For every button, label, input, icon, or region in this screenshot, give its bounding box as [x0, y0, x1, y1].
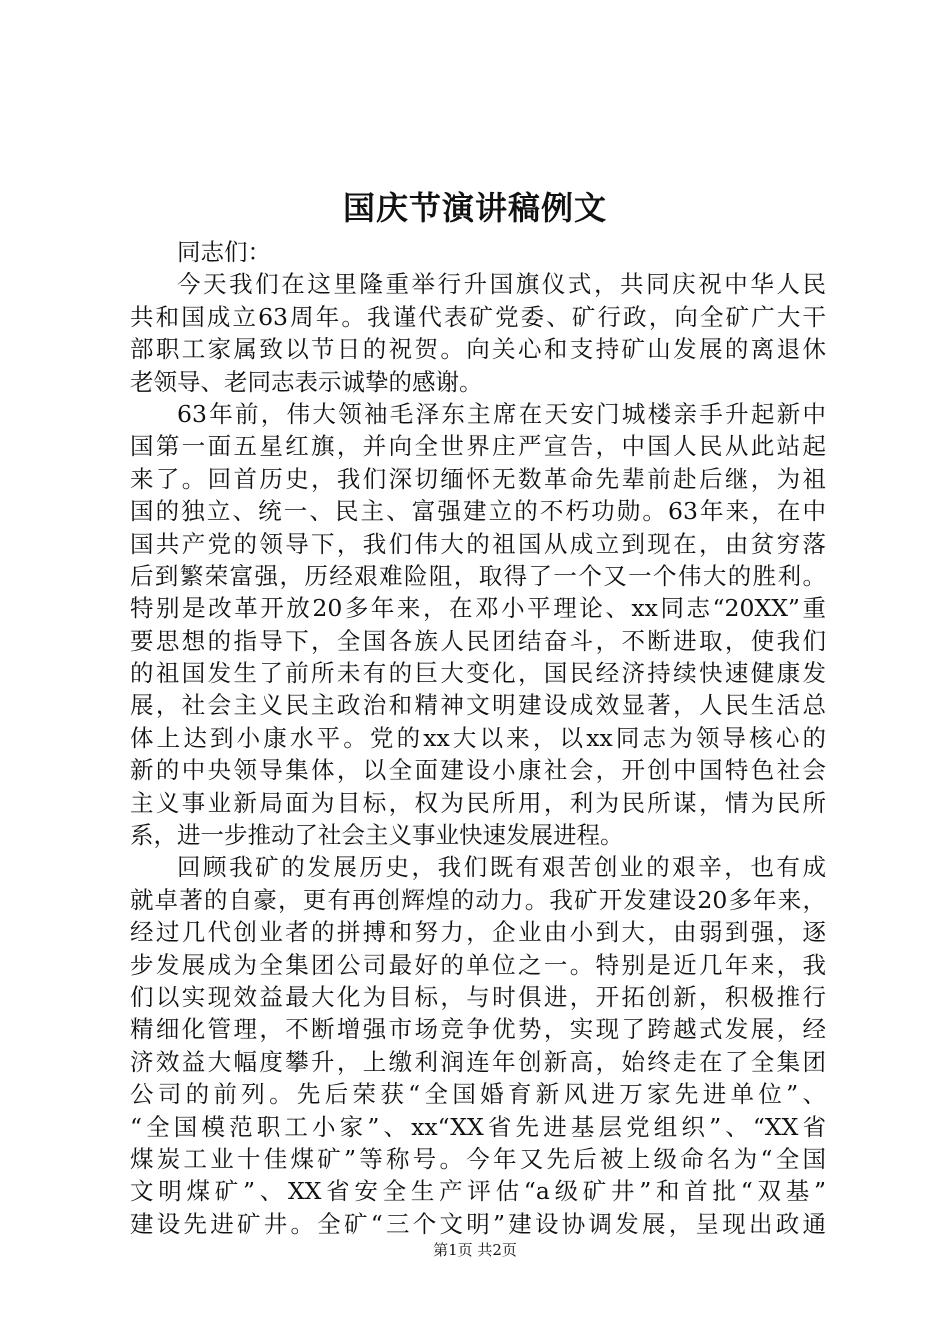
text-line: 国的独立、统一、民主、富强建立的不朽功勋。63年来，在中 — [130, 497, 826, 526]
text-line: 今天我们在这里隆重举行升国旗仪式，共同庆祝中华人民 — [177, 270, 826, 299]
text-line: 文明煤矿”、XX省安全生产评估“a级矿井”和首批“双基” — [130, 1177, 826, 1206]
text-line: 建设先进矿井。全矿“三个文明”建设协调发展，呈现出政通 — [130, 1209, 826, 1238]
page-number-footer: 第1页 共2页 — [433, 1241, 517, 1259]
document-title: 国庆节演讲稿例文 — [342, 189, 607, 227]
text-line: 同志们： — [177, 238, 271, 266]
text-line: 经过几代创业者的拼搏和努力，企业由小到大，由弱到强，逐 — [130, 918, 826, 947]
text-line: 新的中央领导集体，以全面建设小康社会，开创中国特色社会 — [130, 756, 826, 785]
text-line: 特别是改革开放20多年来，在邓小平理论、xx同志“20XX”重 — [130, 594, 826, 623]
text-line: 煤炭工业十佳煤矿”等称号。今年又先后被上级命名为“全国 — [130, 1144, 826, 1173]
text-line: 们以实现效益最大化为目标，与时俱进，开拓创新，积极推行 — [130, 982, 826, 1011]
text-line: 后到繁荣富强，历经艰难险阻，取得了一个又一个伟大的胜利。 — [130, 561, 826, 590]
text-line: 老领导、老同志表示诚挚的感谢。 — [130, 367, 483, 396]
text-line: 63年前，伟大领袖毛泽东主席在天安门城楼亲手升起新中 — [177, 399, 826, 428]
text-line: 国共产党的领导下，我们伟大的祖国从成立到现在，由贫穷落 — [130, 529, 826, 558]
text-line: 精细化管理，不断增强市场竞争优势，实现了跨越式发展，经 — [130, 1015, 826, 1044]
text-line: 要思想的指导下，全国各族人民团结奋斗，不断进取，使我们 — [130, 626, 826, 655]
text-line: “全国模范职工小家”、xx“XX省先进基层党组织”、“XX省 — [130, 1112, 826, 1141]
text-line: 步发展成为全集团公司最好的单位之一。特别是近几年来，我 — [130, 950, 826, 979]
text-line: 共和国成立63周年。我谨代表矿党委、矿行政，向全矿广大干 — [130, 302, 826, 331]
text-line: 回顾我矿的发展历史，我们既有艰苦创业的艰辛，也有成 — [177, 853, 826, 882]
text-line: 就卓著的自豪，更有再创辉煌的动力。我矿开发建设20多年来， — [130, 885, 826, 914]
text-line: 主义事业新局面为目标，权为民所用，利为民所谋，情为民所 — [130, 788, 826, 817]
text-line: 系，进一步推动了社会主义事业快速发展进程。 — [130, 821, 624, 850]
text-line: 体上达到小康水平。党的xx大以来，以xx同志为领导核心的 — [130, 723, 826, 752]
text-line: 展，社会主义民主政治和精神文明建设成效显著，人民生活总 — [130, 691, 826, 720]
text-line: 国第一面五星红旗，并向全世界庄严宣告，中国人民从此站起 — [130, 432, 826, 461]
text-line: 济效益大幅度攀升，上缴利润连年创新高，始终走在了全集团 — [130, 1047, 826, 1076]
text-line: 公司的前列。先后荣获“全国婚育新风进万家先进单位”、 — [130, 1080, 826, 1109]
text-line: 部职工家属致以节日的祝贺。向关心和支持矿山发展的离退休 — [130, 335, 826, 364]
document-body — [130, 236, 826, 1240]
text-line: 来了。回首历史，我们深切缅怀无数革命先辈前赴后继，为祖 — [130, 464, 826, 493]
text-line: 的祖国发生了前所未有的巨大变化，国民经济持续快速健康发 — [130, 659, 826, 688]
